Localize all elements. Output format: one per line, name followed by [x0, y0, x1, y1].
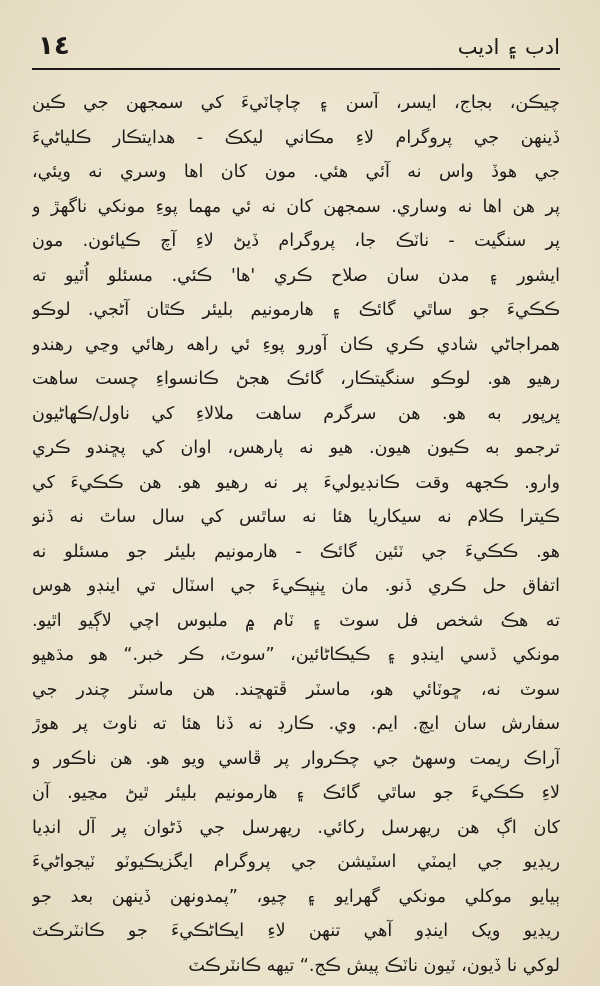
running-title: ادب ۽ اديب: [457, 35, 560, 59]
text-line: ڀرپور به هو. هن سرگرم ساهت ملالاءِ کي ناول/ڪهاڻيون: [32, 403, 560, 424]
text-line: آراڪ ريمت وسهڻ جي چڪروار پر ڦاسي ويو هو. هن ناڪور و: [32, 748, 560, 769]
body-text: [32, 86, 560, 983]
header-rule: [32, 68, 560, 70]
text-line: کان اڳ هن ريهرسل رکائي. ريهرسل جي ڏڻوان پر آل انڊيا: [32, 817, 560, 838]
text-line: رهيو هو. لوڪو سنگيتڪار، گائڪ هجڻ ڪانسواءِ چست ساهت: [32, 369, 560, 389]
text-line: همراجاڻي شادي ڪري ڪان آورو پوءِ ئي راهه رهائي وڃي رهندو: [32, 334, 560, 355]
text-line: لاءِ ڪڪيءَ جو ساٿي گائڪ ۽ هارمونيم بليئر ٿيڻ مڃيو. آن: [32, 783, 560, 803]
text-line: ريڊيو جي ايمٽي اسٽيشن جي پروگرام ايگزيڪيوٽو ٽيجواڻيءَ: [32, 852, 560, 872]
text-line: هو. ڪڪيءَ جي ٽئين گائڪ - هارمونيم بليئر جو مسئلو نه: [32, 541, 560, 562]
text-line: ٻيايو موکلي مونکي گهرايو ۽ چيو، ”پمدونهن ڏينهن بعد جو: [32, 886, 560, 907]
text-line: وارو. ڪجهه وقت ڪانڊيوليءَ پر نه رهيو هو. هن ڪڪيءَ کي: [32, 472, 560, 493]
text-line: چيڪن، بجاج، ايسر، آسن ۽ چاچاٽيءَ کي سمجهن جي ڪين: [32, 93, 560, 113]
text-line: ڪڪيءَ جو ساٿي گائڪ ۽ هارمونيم بليئر ڪٿان آڻجي. لوڪو: [32, 300, 560, 320]
page-header: [32, 30, 560, 66]
text-line: پر هن اها نه وساري. سمجهن کان نه ئي مهما پوءِ مونکي ناگهڙ و: [32, 196, 560, 217]
page-number: ١٤: [38, 31, 70, 61]
text-line: سفارش سان ايچ. ايم. وي. ڪارڊ نه ڏنا هئا ته ناوٽ پر هوڙ: [32, 714, 560, 734]
text-line: لوکي نا ڏيون، ٽيون ناٽڪ پيش ڪج.“ تيهه ڪانٽرڪٽ: [188, 955, 560, 976]
text-line: ڏينهن جي پروگرام لاءِ مڪاني ليکڪ - هدايتڪار ڪلياڻيءَ: [32, 127, 560, 148]
text-line: ايشور ۽ مدن سان صلاح ڪري 'ها' ڪئي. مسئلو اُٿيو ته: [32, 265, 560, 286]
text-line: ڪيترا ڪلام نه سيکاريا هئا نه ساٿس کي سال ساٿ نه ڏنو: [32, 507, 560, 527]
text-line: پر سنگيت - ناٽڪ جا، پروگرام ڏيڻ لاءِ آچ ڪيائون. مون: [32, 231, 560, 251]
text-line: ترجمو به ڪيون هيون. هيو نه پارهس، اوان کي پڇندو ڪري: [32, 438, 560, 458]
text-line: جي هوڏ واس نه آئي هئي. مون کان اها وسري نه ويئي،: [32, 162, 560, 182]
text-line: ريڊيو ويک اينڊو آهي تنهن لاءِ ايڪاڻڪيءَ جو ڪانٽرڪٽ: [32, 921, 560, 941]
text-line: ته هڪ شخص فل سوٽ ۽ ٽام ۾ ملبوس اچي لاڳيو اٿيو.: [32, 610, 560, 631]
text-line: مونکي ڏسي اينڊو ۽ ڪيڪاڻائين، ”سوٽ، ڪر خبر.“ هو مڌهڀو: [32, 645, 560, 665]
text-line: اتفاق حل ڪري ڏنو. مان ڀنڀڪيءَ جي اسٽال تي اينڊو هوس: [32, 576, 560, 596]
text-line: سوٽ نه، ڇوٽائي هو، ماسٽر ڦتهڇند. هن ماسٽر چندر جي: [32, 679, 560, 700]
